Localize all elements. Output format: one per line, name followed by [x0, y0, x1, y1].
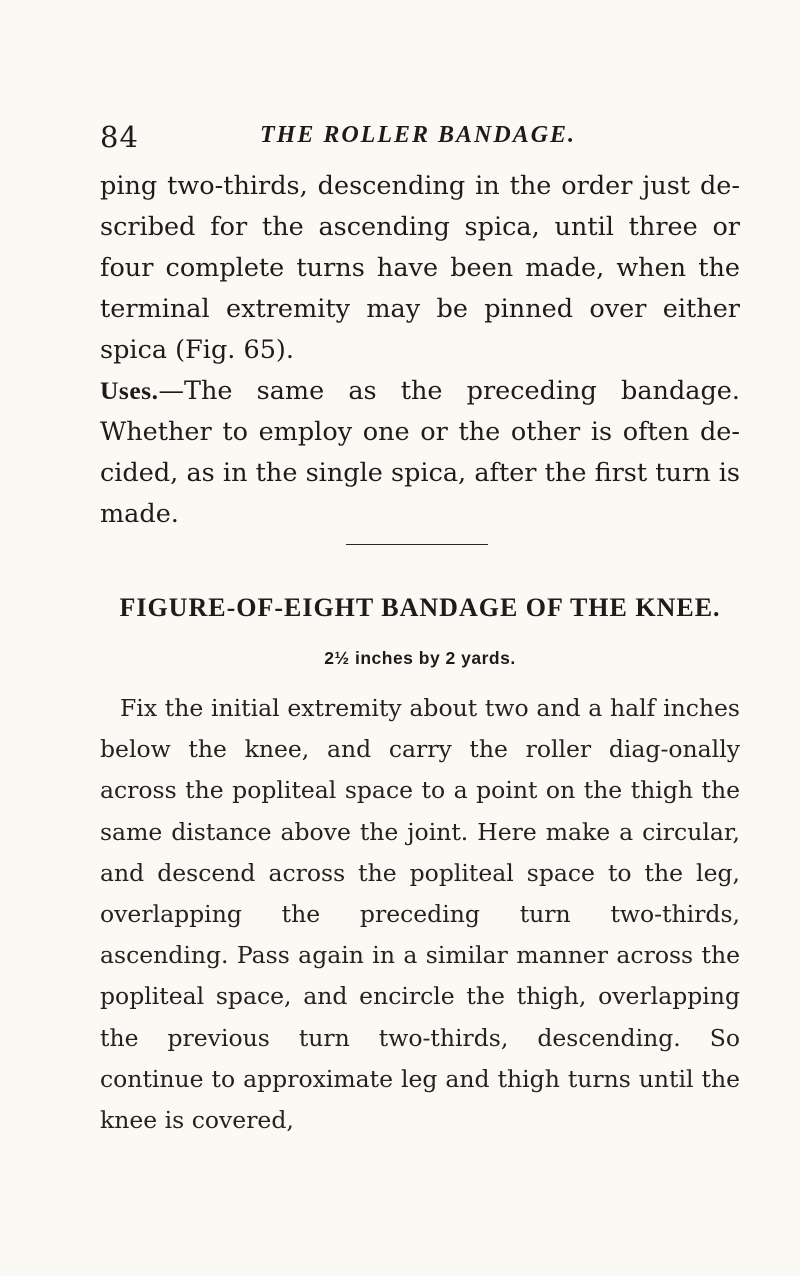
running-title: THE ROLLER BANDAGE. [260, 122, 577, 148]
page-number: 84 [100, 120, 139, 154]
uses-text: —The same as the preceding bandage. Whether to employ one or the other is often de-cided, as in the single spica, after the first turn is made. [100, 376, 740, 529]
section-divider-rule [346, 544, 488, 545]
bandage-dimensions: 2½ inches by 2 yards. [324, 648, 516, 668]
paragraph-uses [100, 370, 740, 535]
paragraph-continuation: ping two-thirds, descending in the order just de-scribed for the ascending spica, until three or four complete turns have been made, when the terminal extremity may be pinned over either spica (Fig. 65). [100, 171, 740, 365]
uses-run-in-heading: Uses. [100, 376, 159, 405]
section-heading: FIGURE-OF-EIGHT BANDAGE OF THE KNEE. [119, 593, 721, 622]
section-body-paragraph: Fix the initial extremity about two and a half inches below the knee, and carry the roller diag-onally across the popliteal space to a point on the thigh the same distance above the joint. Here make a circular, and descend across the popliteal space to the leg, overlapping the preceding turn two-thirds, ascending. Pass again in a similar manner across the popliteal space, and encircle the thigh, overlapping the previous turn two-thirds, descending. So continue to approximate leg and thigh turns until the knee is covered, [100, 694, 740, 1135]
running-head [100, 120, 740, 160]
